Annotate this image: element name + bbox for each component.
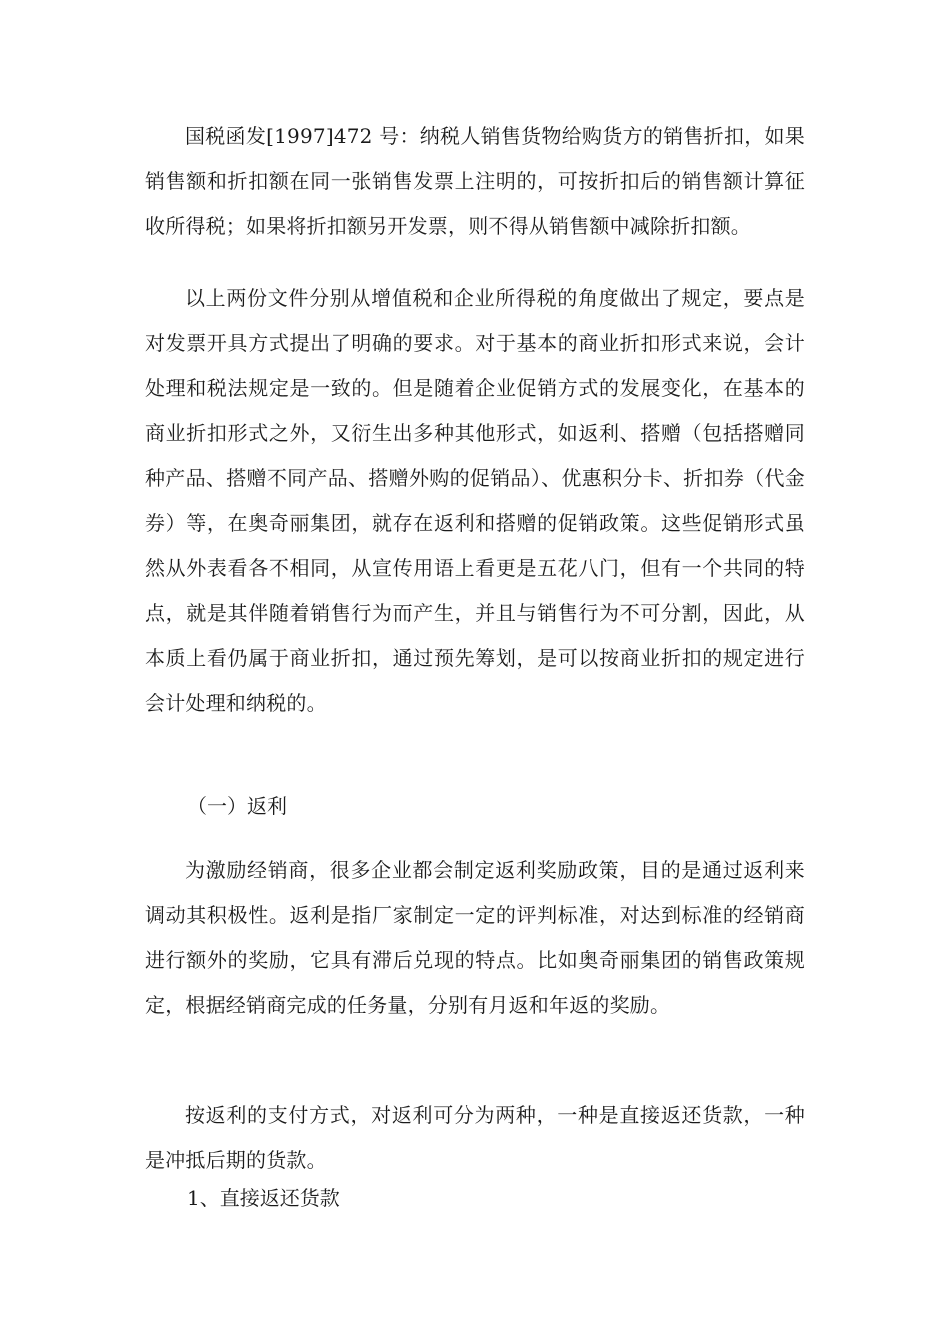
paragraph-tax-circular-472: 国税函发[1997]472 号：纳税人销售货物给购货方的销售折扣，如果销售额和折扣额在同一张销售发票上注明的，可按折扣后的销售额计算征收所得税；如果将折扣额另开发票，则不得从销售额中减除折扣额。 bbox=[145, 124, 805, 238]
paragraph-commercial-discount-forms: 以上两份文件分别从增值税和企业所得税的角度做出了规定，要点是对发票开具方式提出了明确的要求。对于基本的商业折扣形式来说，会计处理和税法规定是一致的。但是随着企业促销方式的发展变化，在基本的商业折扣形式之外，又衍生出多种其他形式，如返利、搭赠（包括搭赠同种产品、搭赠不同产品、搭赠外购的促销品）、优惠积分卡、折扣券（代金券）等，在奥奇丽集团，就存在返利和搭赠的促销政策。这些促销形式虽然从外表看各不相同，从宣传用语上看更是五花八门，但有一个共同的特点，就是其伴随着销售行为而产生，并且与销售行为不可分割，因此，从本质上看仍属于商业折扣，通过预先筹划，是可以按商业折扣的规定进行会计处理和纳税的。 bbox=[145, 286, 805, 715]
paragraph-rebate-incentive: 为激励经销商，很多企业都会制定返利奖励政策，目的是通过返利来调动其积极性。返利是指厂家制定一定的评判标准，对达到标准的经销商进行额外的奖励，它具有滞后兑现的特点。比如奥奇丽集团的销售政策规定，根据经销商完成的任务量，分别有月返和年返的奖励。 bbox=[145, 858, 805, 1017]
section-heading-rebate: （一）返利 bbox=[187, 794, 287, 818]
subheading-direct-refund: 1、直接返还货款 bbox=[187, 1186, 340, 1210]
paragraph-rebate-payment-methods: 按返利的支付方式，对返利可分为两种，一种是直接返还货款，一种是冲抵后期的货款。 bbox=[145, 1103, 805, 1172]
